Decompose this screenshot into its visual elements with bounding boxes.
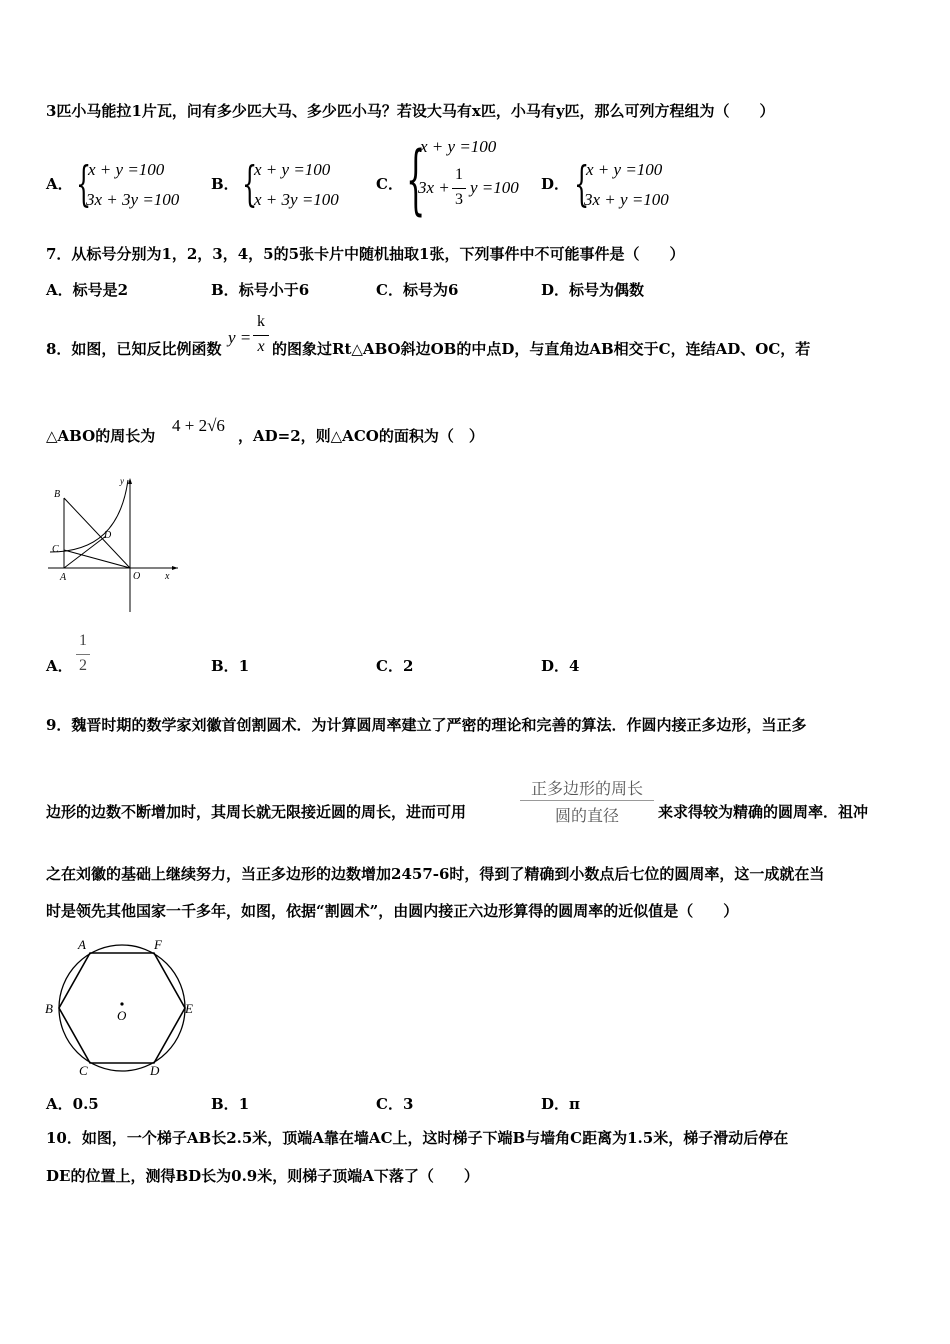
fraction-bar — [452, 188, 466, 189]
q6-b-eq1: x + y =100 — [254, 160, 331, 179]
q6-c-frac-den: 3 — [455, 191, 463, 208]
q9-figure — [40, 932, 205, 1077]
q10-stem-2: DE的位置上，测得BD长为0.9米，则梯子顶端A下落了（ ） — [46, 1167, 479, 1185]
q7-option-d[interactable]: D．标号为偶数 — [541, 281, 645, 299]
q6-a-eq1: x + y =100 — [88, 160, 165, 179]
label-o: O — [133, 571, 141, 582]
q8-stem-c: △ABO的周长为 — [46, 427, 156, 445]
label-d: D — [150, 1063, 160, 1077]
label-y: y — [120, 476, 124, 486]
brace-icon: { — [574, 156, 590, 212]
q6-c-eq2a: 3x + — [418, 178, 450, 197]
hyperbola-curve — [50, 480, 128, 552]
q8-func-num: k — [257, 313, 265, 330]
q7-stem: 7．从标号分别为1，2，3，4，5的5张卡片中随机抽取1张，下列事件中不可能事件是（ ） — [46, 245, 685, 263]
q8-func-den: x — [257, 338, 265, 355]
q7-option-c[interactable]: C．标号为6 — [376, 281, 459, 299]
q8-stem-a: 8．如图，已知反比例函数 — [46, 340, 222, 358]
fraction-bar — [76, 654, 90, 655]
segment-bo — [64, 498, 130, 568]
q9-stem-1: 9．魏晋时期的数学家刘徽首创割圆术．为计算圆周率建立了严密的理论和完善的算法．作圆内接正多边形，当正多 — [46, 716, 807, 734]
q6-stem: 3匹小马能拉1片瓦，问有多少匹大马、多少匹小马？若设大马有x匹，小马有y匹，那么可列方程组为（ ） — [46, 102, 775, 120]
q6-c-frac-num: 1 — [455, 166, 463, 183]
label-c: C — [79, 1063, 88, 1077]
label-a: A — [78, 937, 86, 952]
q8-option-b[interactable]: B．1 — [211, 657, 250, 675]
q8-stem-d: ，AD=2，则△ACO的面积为（ ） — [238, 427, 484, 445]
q6-option-d-label: D． — [541, 175, 570, 193]
label-e: E — [185, 1001, 193, 1016]
label-x: x — [165, 571, 170, 582]
q9-frac-den: 圆的直径 — [554, 806, 619, 825]
q9-stem-2a: 边形的边数不断增加时，其周长就无限接近圆的周长，进而可用 — [46, 803, 467, 821]
q9-option-d[interactable]: D．π — [541, 1095, 580, 1113]
q9-stem-3: 之在刘徽的基础上继续努力，当正多边形的边数增加2457-6时，得到了精确到小数点后七位的圆周率，这一成就在当 — [46, 865, 825, 883]
label-b: B — [54, 489, 61, 500]
q7-option-a[interactable]: A．标号是2 — [46, 281, 129, 299]
q6-d-eq1: x + y =100 — [586, 160, 663, 179]
brace-icon: { — [242, 156, 258, 212]
q9-frac-num: 正多边形的周长 — [530, 779, 643, 798]
q6-d-eq2: 3x + y =100 — [584, 190, 669, 209]
q6-c-eq1: x + y =100 — [420, 137, 497, 156]
y-axis-arrow-icon — [128, 478, 132, 484]
brace-icon: { — [76, 156, 92, 212]
q9-option-c[interactable]: C．3 — [376, 1095, 414, 1113]
label-a: A — [60, 572, 67, 583]
label-c: C — [52, 544, 59, 555]
q6-a-eq2: 3x + 3y =100 — [86, 190, 180, 209]
q8-func-y: y = — [228, 328, 252, 347]
q7-option-b[interactable]: B．标号小于6 — [211, 281, 310, 299]
label-b: B — [45, 1001, 53, 1016]
q10-stem-1: 10．如图，一个梯子AB长2.5米，顶端A靠在墙AC上，这时梯子下端B与墙角C距离为1.5米，梯子滑动后停在 — [46, 1129, 789, 1147]
label-d: D — [104, 530, 112, 541]
q8-option-c[interactable]: C．2 — [376, 657, 414, 675]
center-point — [120, 1002, 123, 1005]
q8-figure — [40, 470, 185, 615]
segment-co — [64, 550, 130, 568]
brace-icon: { — [406, 134, 426, 223]
fraction-bar — [253, 335, 269, 336]
q9-stem-2b: 来求得较为精确的圆周率．祖冲 — [658, 803, 869, 821]
label-o: O — [117, 1008, 127, 1023]
q9-stem-4: 时是领先其他国家一千多年，如图，依据“割圆术”，由圆内接正六边形算得的圆周率的近似值是（ ） — [46, 902, 739, 920]
q6-option-c-label: C． — [376, 175, 403, 193]
q6-b-eq2: x + 3y =100 — [254, 190, 339, 209]
q8-perimeter: 4 + 2√6 — [172, 416, 225, 435]
q8-option-d[interactable]: D．4 — [541, 657, 580, 675]
q6-c-eq2b: y =100 — [470, 178, 519, 197]
q9-option-a[interactable]: A．0.5 — [46, 1095, 99, 1113]
label-f: F — [154, 937, 162, 952]
x-axis-arrow-icon — [172, 566, 178, 570]
q9-option-b[interactable]: B．1 — [211, 1095, 250, 1113]
fraction-bar — [520, 800, 654, 801]
q6-option-b-label: B． — [211, 175, 239, 193]
q6-option-a-label: A． — [46, 175, 73, 193]
q8-stem-b: 的图象过Rt△ABO斜边OB的中点D，与直角边AB相交于C，连结AD、OC，若 — [272, 340, 811, 358]
